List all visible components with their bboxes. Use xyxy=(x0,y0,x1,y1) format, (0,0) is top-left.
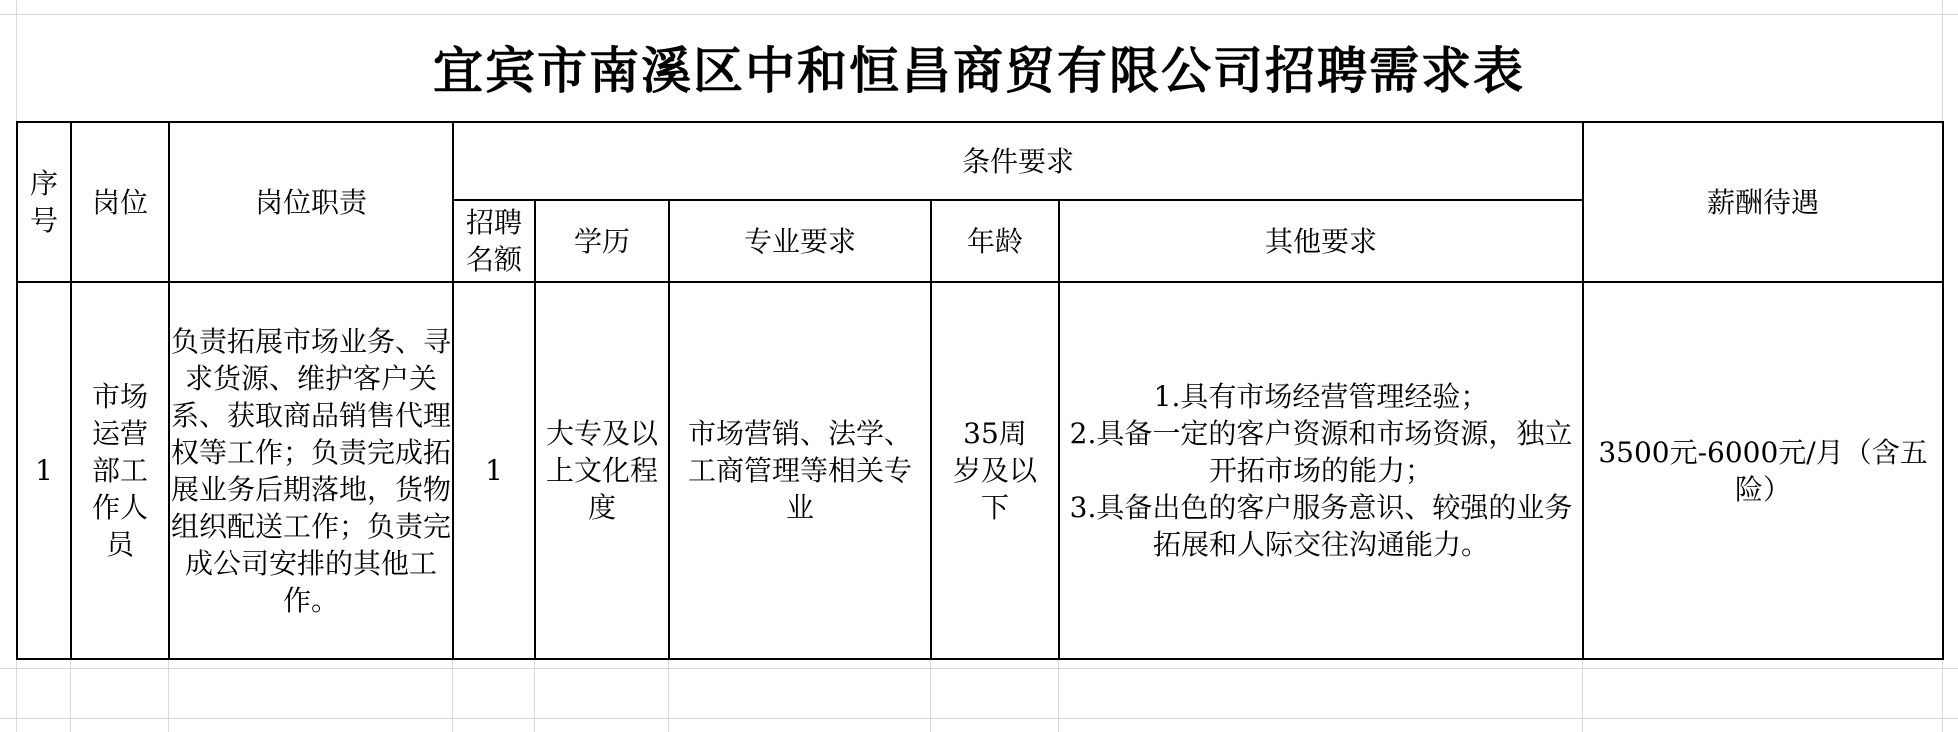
grid-line xyxy=(70,660,71,732)
grid-line xyxy=(1058,660,1059,732)
header-education: 学历 xyxy=(535,200,669,282)
grid-line xyxy=(930,660,931,732)
grid-line xyxy=(668,660,669,732)
header-conditions: 条件要求 xyxy=(453,122,1583,200)
header-major: 专业要求 xyxy=(669,200,931,282)
grid-line xyxy=(534,660,535,732)
header-age: 年龄 xyxy=(931,200,1059,282)
header-row xyxy=(17,122,1943,200)
grid-line xyxy=(0,718,1958,719)
grid-line xyxy=(0,668,1958,669)
header-salary: 薪酬待遇 xyxy=(1583,122,1943,282)
cell-seq: 1 xyxy=(17,282,71,659)
grid-line xyxy=(1582,660,1583,732)
cell-salary: 3500元-6000元/月（含五险） xyxy=(1583,282,1943,659)
cell-major: 市场营销、法学、工商管理等相关专业 xyxy=(669,282,931,659)
cell-education: 大专及以上文化程度 xyxy=(535,282,669,659)
cell-headcount: 1 xyxy=(453,282,535,659)
cell-duties: 负责拓展市场业务、寻求货源、维护客户关系、获取商品销售代理权等工作；负责完成拓展业务后期落地，货物组织配送工作；负责完成公司安排的其他工作。 xyxy=(169,282,453,659)
header-other: 其他要求 xyxy=(1059,200,1583,282)
cell-age: 35周岁及以下 xyxy=(931,282,1059,659)
cell-other xyxy=(1059,282,1583,659)
grid-line xyxy=(452,660,453,732)
header-headcount: 招聘名额 xyxy=(453,200,535,282)
header-seq: 序号 xyxy=(17,122,71,282)
table-row xyxy=(17,282,1943,659)
other-requirement-3: 3.具备出色的客户服务意识、较强的业务拓展和人际交往沟通能力。 xyxy=(1069,491,1573,561)
grid-line xyxy=(168,660,169,732)
header-position: 岗位 xyxy=(71,122,169,282)
other-requirement-1: 1.具有市场经营管理经验； xyxy=(1153,380,1489,413)
recruitment-table xyxy=(16,121,1944,660)
document-title: 宜宾市南溪区中和恒昌商贸有限公司招聘需求表 xyxy=(433,41,1525,100)
cell-position: 市场运营部工作人员 xyxy=(71,282,169,659)
other-requirement-2: 2.具备一定的客户资源和市场资源，独立开拓市场的能力； xyxy=(1069,417,1573,487)
header-duties: 岗位职责 xyxy=(169,122,453,282)
